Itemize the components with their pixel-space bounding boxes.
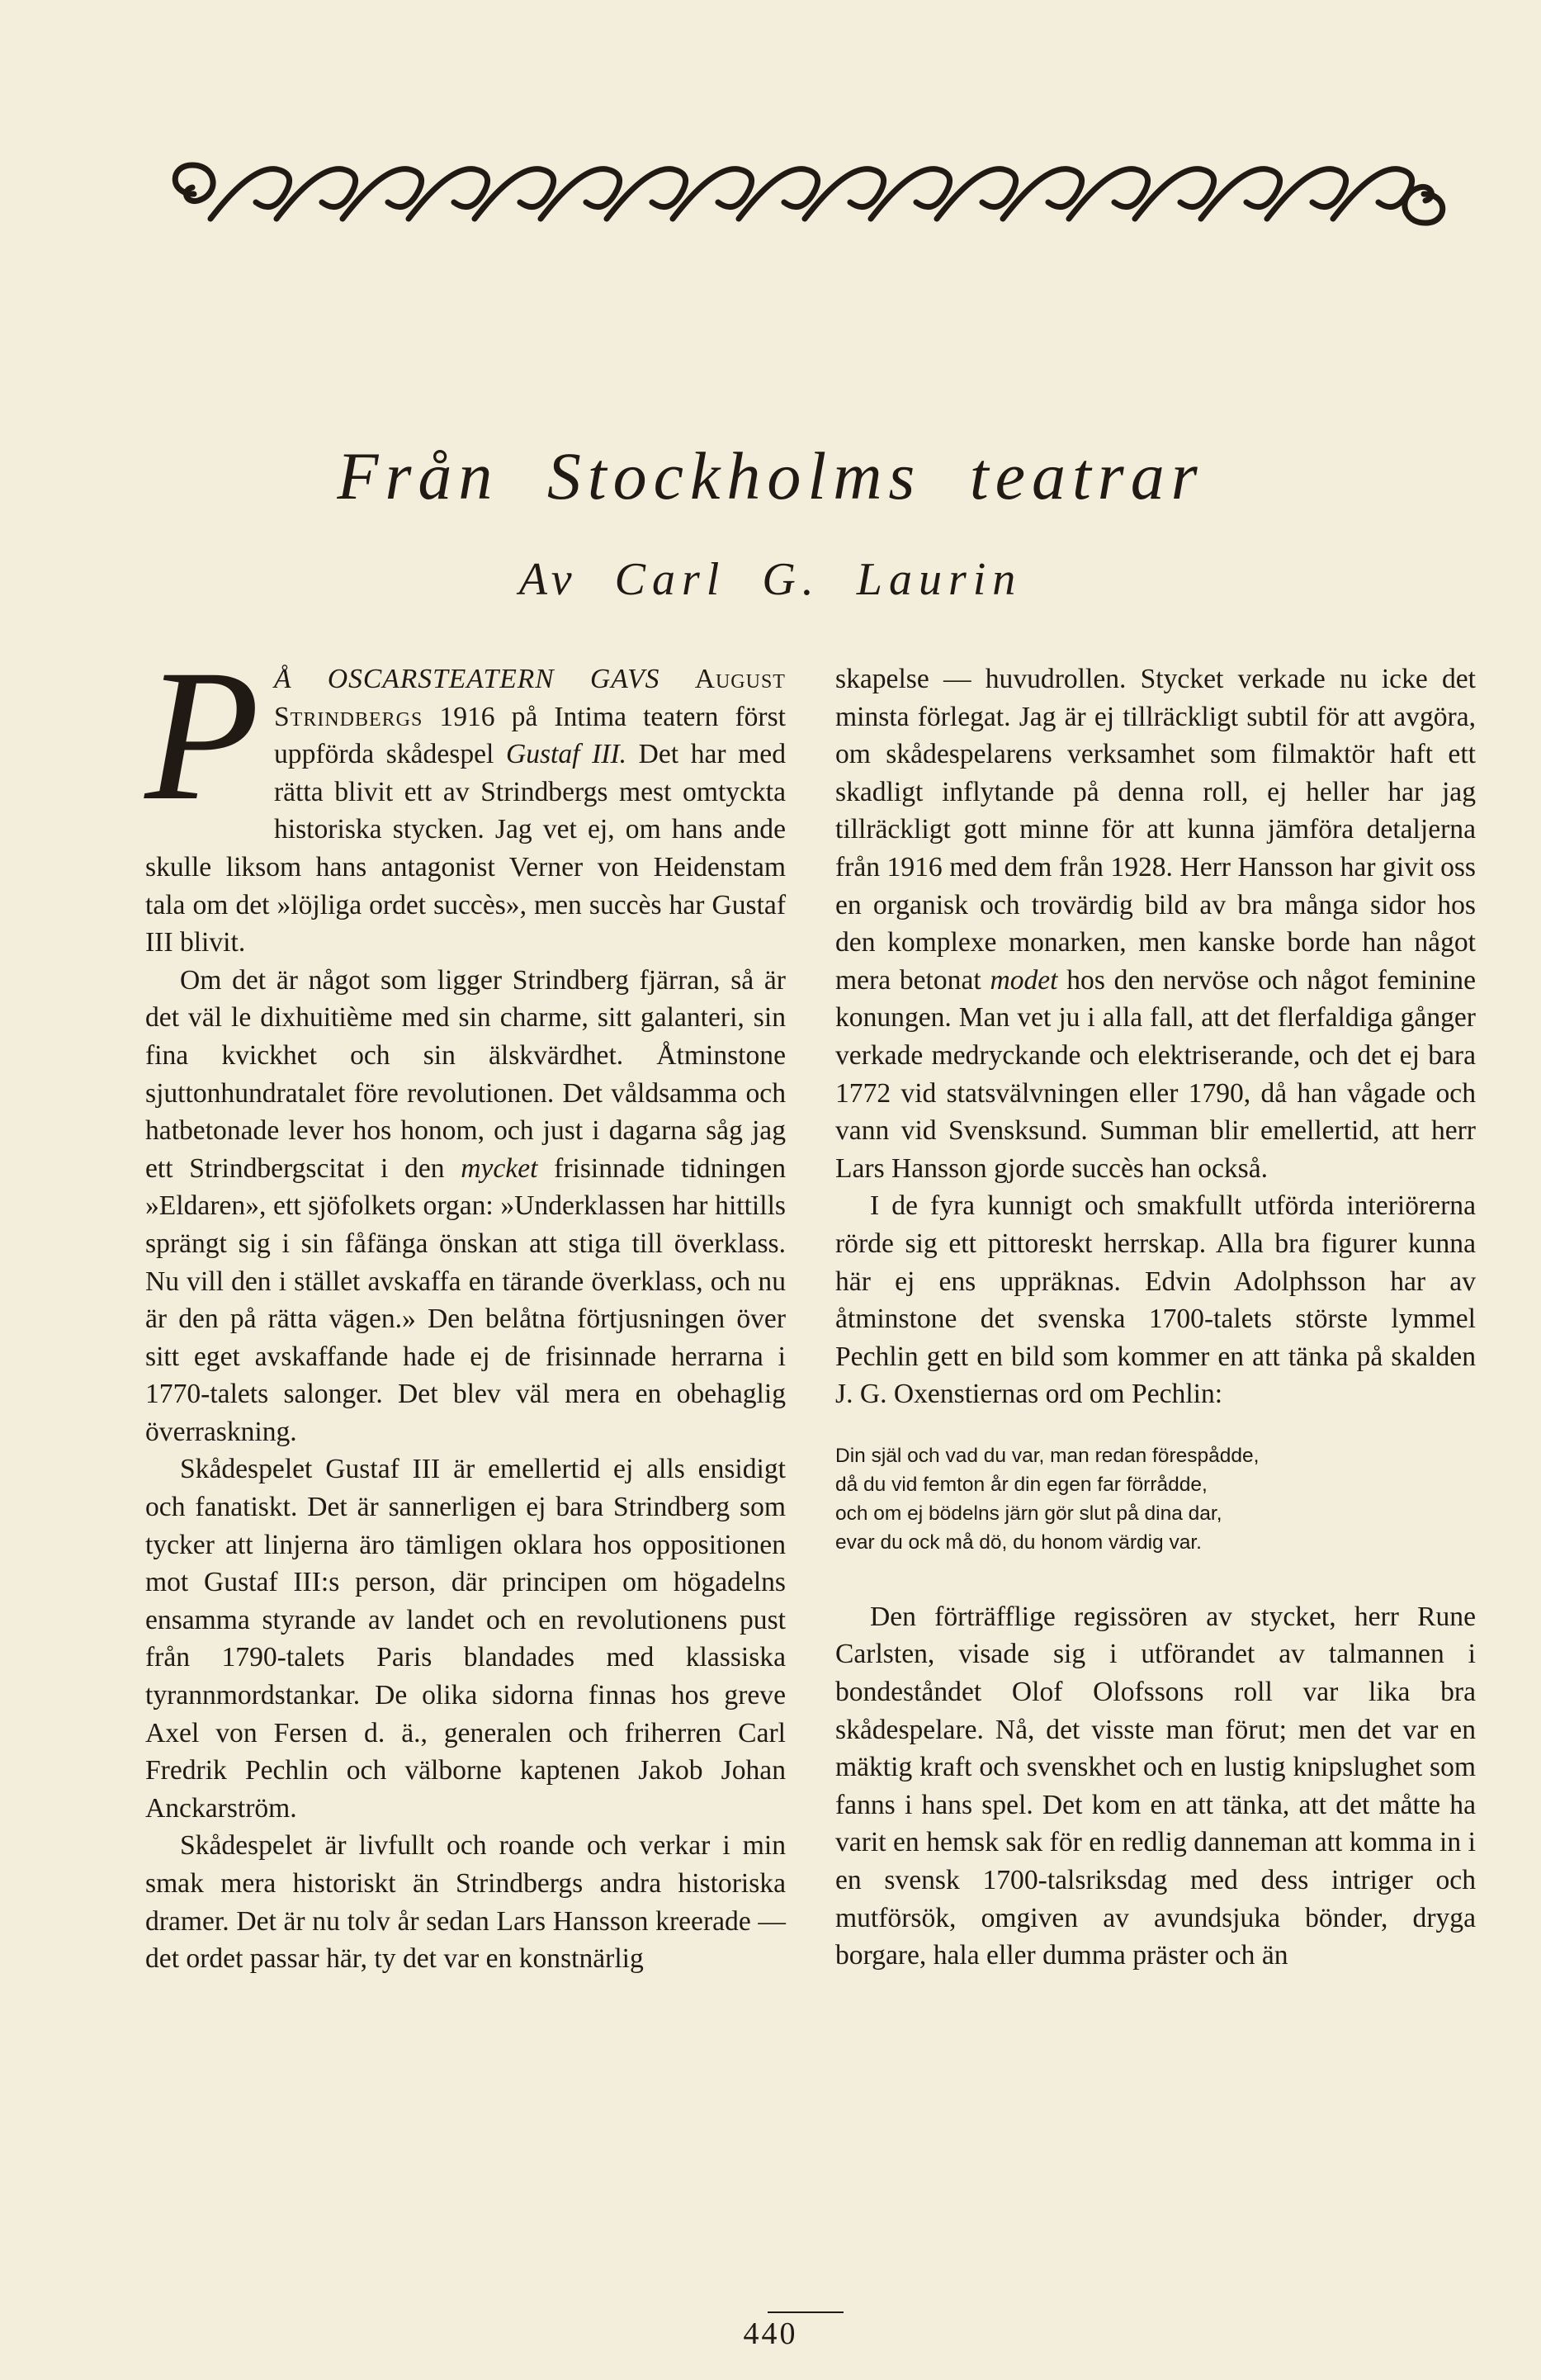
paragraph-text: frisinnade tidningen »Eldaren», ett sjöfolkets organ: »Underklassen har hittills sprängt sig i sin fåfänga önskan att stiga till överklass. Nu vill den i stället avskaffa en tärande överklass, och nu är den på rätta vägen.» Den belåtna förtjusningen över sitt eget avskaffande hade ej de frisinnade herrarna i 1770-talets salonger. Det blev väl mera en obehaglig överraskning. <box>145 1152 786 1447</box>
paragraph-text: hos den nervöse och något feminine konungen. Man vet ju i alla fall, att det flerfaldiga gånger verkade medryckande och elektriserande, och det ej bara 1772 vid statsvälvningen eller 1790, då han vågade och vann vid Svensksund. Summan blir emellertid, att herr Lars Hansson gjorde succès han också. <box>835 964 1476 1184</box>
emphasis: mycket <box>461 1152 538 1184</box>
quote-line: och om ej bödelns järn gör slut på dina dar, <box>835 1502 1222 1525</box>
drop-cap: P <box>144 632 260 840</box>
page-number-rule <box>768 2311 844 2313</box>
quote-line: då du vid femton år din egen far förrådde, <box>835 1473 1208 1496</box>
quote-line: evar du ock må dö, du honom värdig var. <box>835 1531 1202 1554</box>
right-column <box>835 660 1476 1975</box>
paragraph: Skådespelet är livfullt och roande och verkar i min smak mera historiskt än Strindbergs andra historiska dramer. Det är nu tolv år sedan Lars Hansson kreerade — det ordet passar här, ty det var en konstnärlig <box>145 1830 786 1975</box>
article-byline: Av Carl G. Laurin <box>518 554 1023 605</box>
paragraph <box>145 962 786 1451</box>
paragraph <box>835 660 1476 1187</box>
paragraph <box>144 632 787 962</box>
paragraph: I de fyra kunnigt och smakfullt utförda interiörerna rörde sig ett pittoreskt herrskap. Alla bra figurer kunna här ej ens uppräknas. Edvin Adolphsson har av åtminstone det svenska 1700-talets störste lymmel Pechlin gett en bild som kommer en att tänka på skalden J. G. Oxenstiernas ord om Pechlin: <box>835 1190 1476 1410</box>
paragraph: Skådespelet Gustaf III är emellertid ej alls ensidigt och fanatiskt. Det är sannerligen ej bara Strindberg som tycker att linjerna äro tämligen oklara hos oppositionen mot Gustaf III:s person, där principen om högadelns ensamma styrande av landet och en revolutionens pust från 1790-talets Paris blandades med klassiska tyrannmordstankar. De olika sidorna finnas hos greve Axel von Fersen d. ä., generalen och friherren Carl Fredrik Pechlin och välborne kaptenen Jakob Johan Anckarström. <box>145 1454 786 1824</box>
decorative-border-ornament <box>153 153 1465 235</box>
paragraph-text: skapelse — huvudrollen. Stycket verkade nu icke det minsta förlegat. Jag är ej tillräckligt subtil för att avgöra, om skådespelarens verksamhet som filmaktör haft ett skadligt inflytande på denna roll, ej heller har jag tillräckligt gott minne för att kunna jämföra detaljerna från 1916 med dem från 1928. Herr Hansson har givit oss en organisk och trovärdig bild av bra många sidor hos den komplexe monarken, men kanske borde han något mera betonat <box>835 664 1476 996</box>
paragraph-text: Det har med rätta blivit ett av Strindbergs mest omtyckta historiska stycken. Jag vet ej, om hans ande skulle liksom hans antagonist Verner von Heidenstam tala om det »löjliga ordet succès», men succès har Gustaf III blivit. <box>145 739 786 958</box>
author-name: August Strindbergs <box>274 664 786 732</box>
play-title: Gustaf III. <box>505 739 627 770</box>
page-number: 440 <box>743 2316 798 2351</box>
emphasis: modet <box>990 964 1058 996</box>
left-column <box>144 632 787 1978</box>
article-title: Från Stockholms teatrar <box>337 438 1204 513</box>
poem-quote <box>835 1441 1476 1557</box>
opening-caps: Å OSCARSTEATERN GAVS <box>274 664 660 694</box>
quote-line: Din själ och vad du var, man redan förespådde, <box>835 1444 1260 1467</box>
paragraph-text: Om det är något som ligger Strindberg fjärran, så är det väl le dixhuitième med sin charme, sitt galanteri, sin fina kvickhet och sin älskvärdhet. Åtminstone sjuttonhundratalet före revolutionen. Det våldsamma och hatbetonade lever hos honom, och just i dagarna såg jag ett Strindbergscitat i den <box>145 964 786 1184</box>
paragraph: Den förträfflige regissören av stycket, herr Rune Carlsten, visade sig i utförandet av talmannen i bondeståndet Olof Olofssons roll var lika bra skådespelare. Nå, det visste man förut; men det var en mäktig kraft och svenskhet och en lustig knipslughet som fanns i hans spel. Det kom en att tänka, att det måtte ha varit en hemsk sak för en redlig danneman att komma in i en svensk 1700-talsriksdag med dess intriger och mutförsök, omgiven av avundsjuka bönder, dryga borgare, hala eller dumma präster och än <box>835 1601 1476 1971</box>
paragraph-text: 1916 på Intima teatern först uppförda skådespel <box>274 701 787 770</box>
